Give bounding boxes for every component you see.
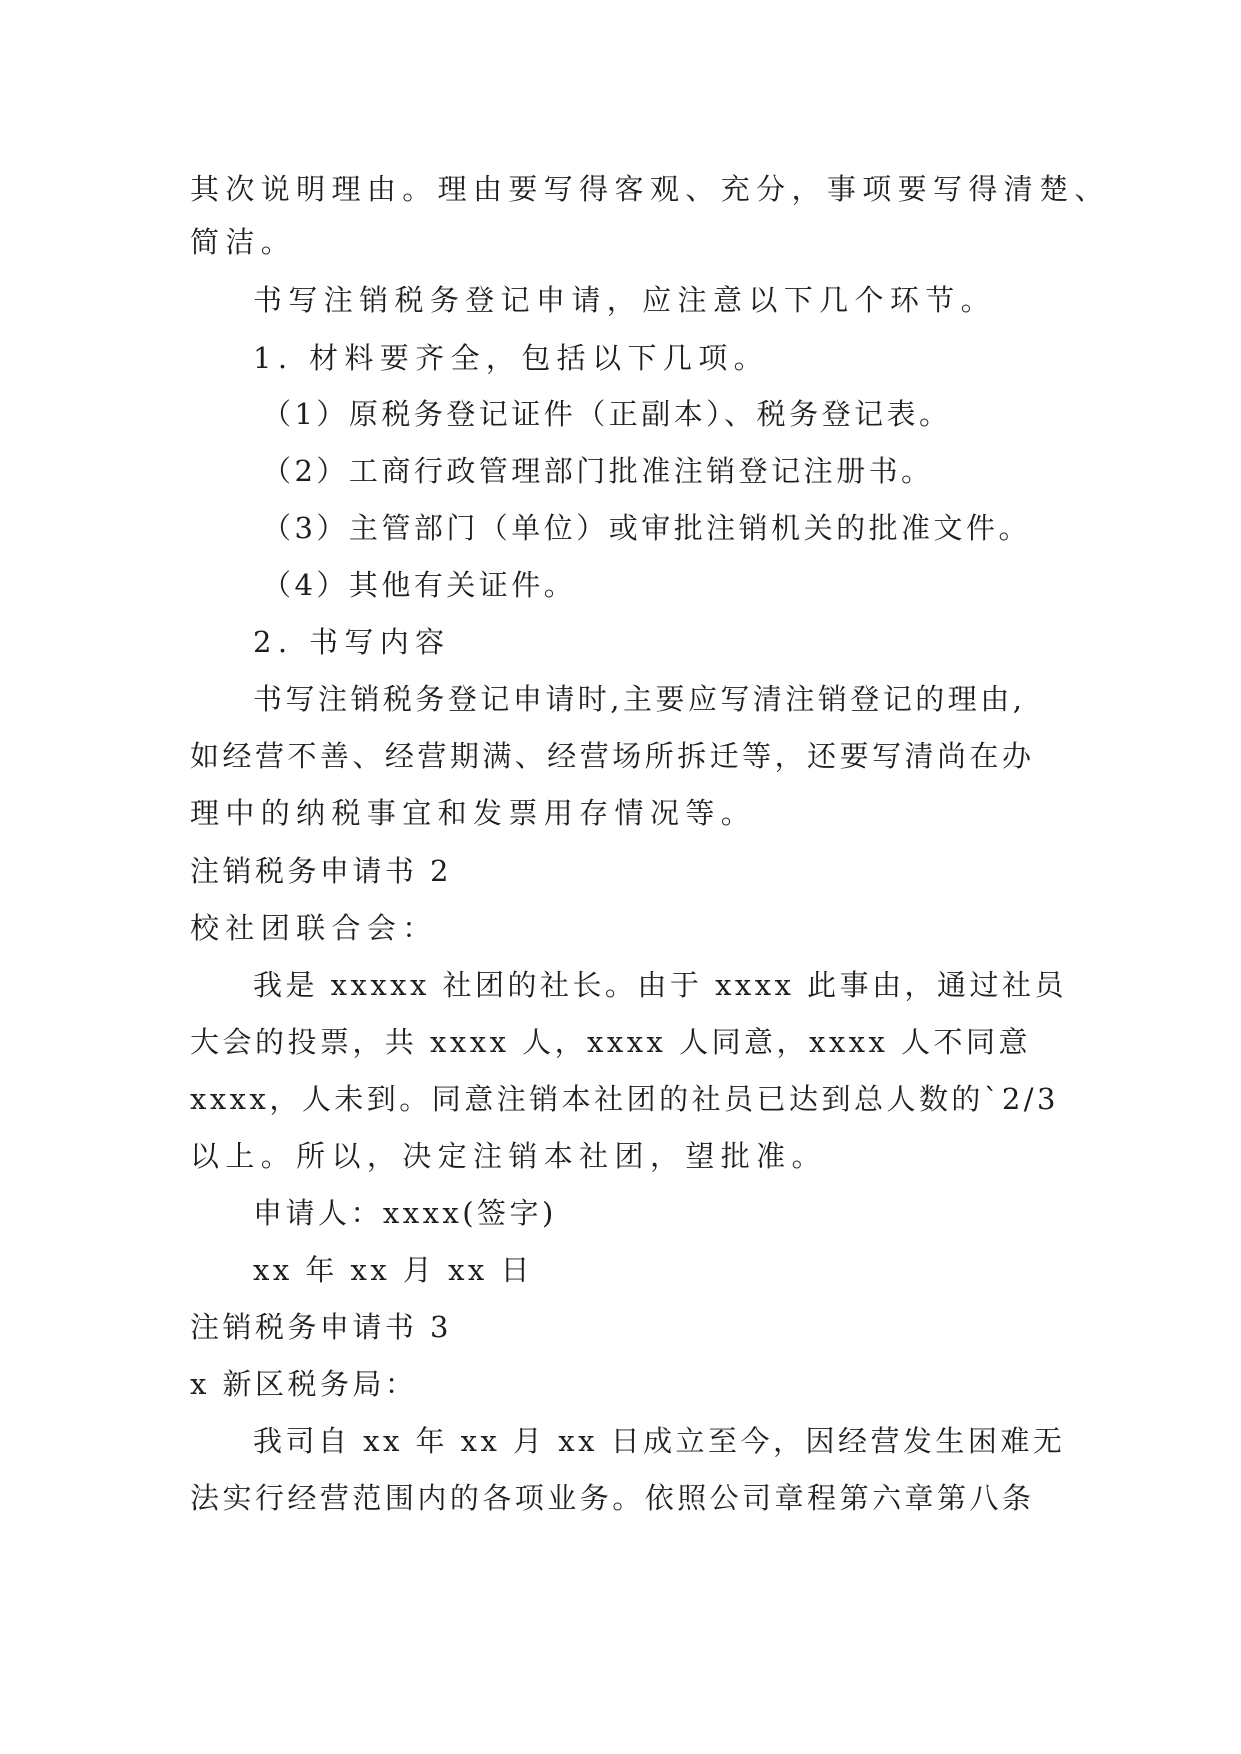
list-item: （4）其他有关证件。 [262,568,577,602]
text-line: 书写注销税务登记申请，应注意以下几个环节。 [253,283,996,317]
text-line: 其次说明理由。理由要写得客观、充分，事项要写得清楚、 [190,172,1110,206]
list-item: 2. 书写内容 [253,625,451,659]
section-heading: 注销税务申请书 2 [190,854,452,888]
list-item: （2）工商行政管理部门批准注销登记注册书。 [262,454,934,488]
text-line: xxxx，人未到。同意注销本社团的社员已达到总人数的`2/3 [190,1082,1059,1116]
text-line: 法实行经营范围内的各项业务。依照公司章程第六章第八条 [190,1481,1035,1515]
text-line: 理中的纳税事宜和发票用存情况等。 [190,796,757,830]
date-line: xx 年 xx 月 xx 日 [253,1253,533,1287]
text-line: 大会的投票，共 xxxx 人，xxxx 人同意，xxxx 人不同意 [190,1025,1031,1059]
text-line: 简洁。 [190,225,297,259]
text-line: 以上。所以，决定注销本社团，望批准。 [190,1139,827,1173]
text-line: 我司自 xx 年 xx 月 xx 日成立至今，因经营发生困难无 [253,1424,1066,1458]
salutation: 校社团联合会： [190,911,438,945]
text-line: 如经营不善、经营期满、经营场所拆迁等，还要写清尚在办 [190,739,1035,773]
text-line: 我是 xxxxx 社团的社长。由于 xxxx 此事由，通过社员 [253,968,1067,1002]
text-line: 书写注销税务登记申请时,主要应写清注销登记的理由, [253,682,1026,716]
salutation: x 新区税务局： [190,1367,418,1401]
list-item: （3）主管部门（单位）或审批注销机关的批准文件。 [262,511,1031,545]
section-heading: 注销税务申请书 3 [190,1310,452,1344]
list-item: 1. 材料要齐全，包括以下几项。 [253,341,769,375]
list-item: （1）原税务登记证件（正副本）、税务登记表。 [262,397,952,431]
signature-line: 申请人：xxxx(签字) [253,1196,557,1230]
